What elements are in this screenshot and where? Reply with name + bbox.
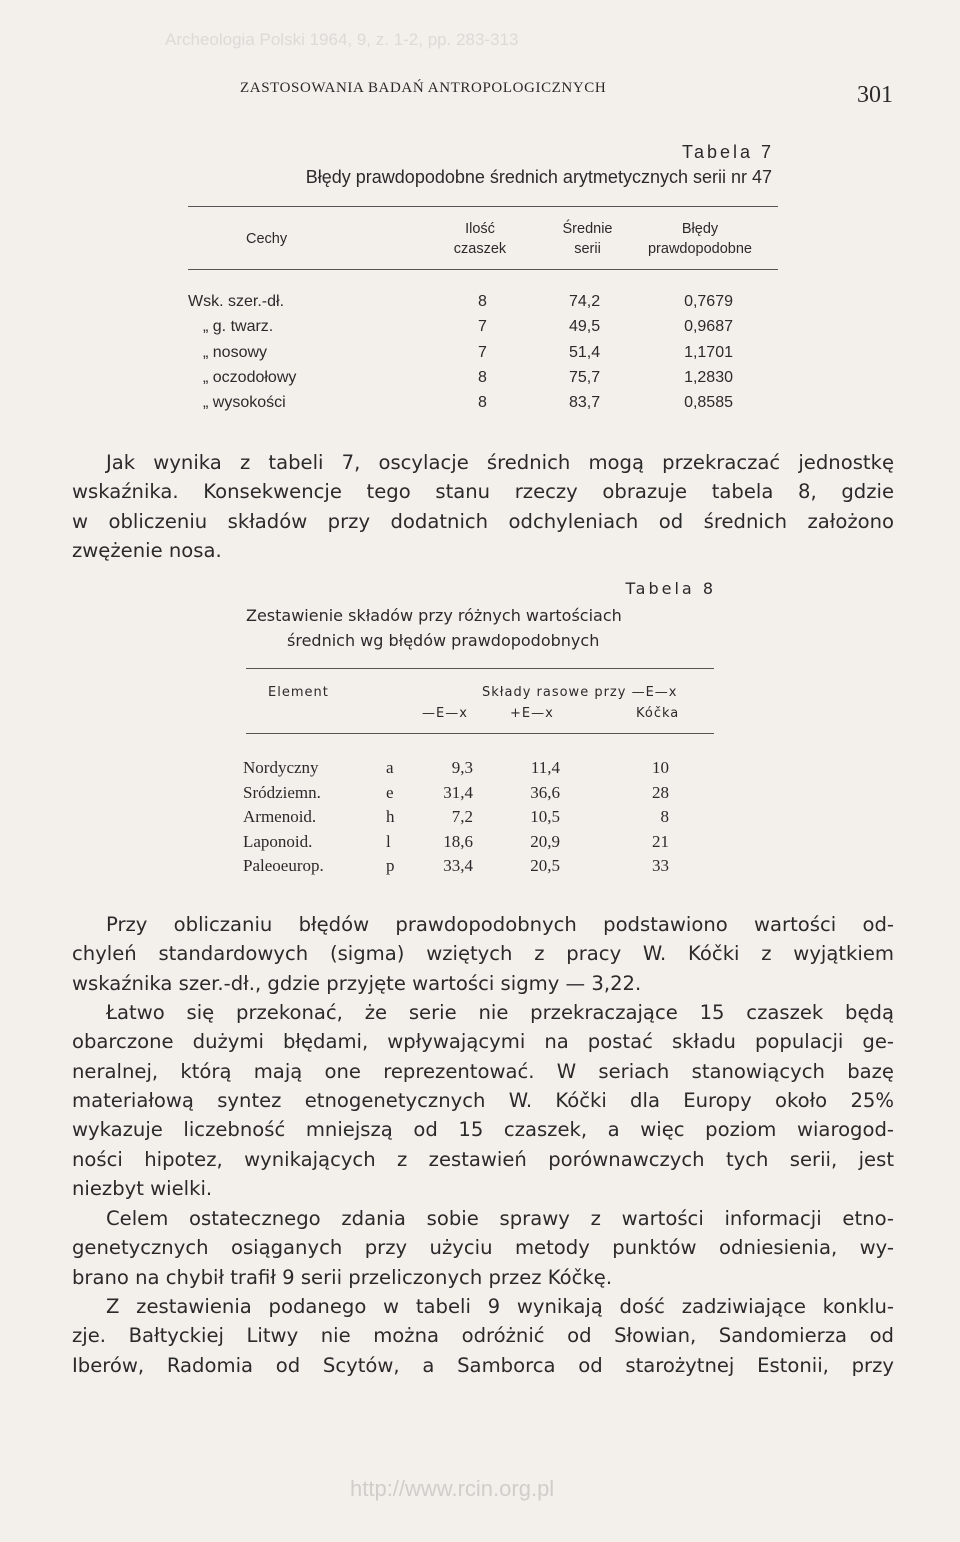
table7-cell-ilosc: 7	[478, 318, 487, 336]
p3-line: obarczone dużymi błędami, wpływającymi na postać składu populacji ge-	[72, 1030, 894, 1054]
table7-cell-cecha: „ wysokości	[203, 394, 286, 412]
table8-cell-minus: 33,4	[443, 856, 473, 875]
table8-cell-plus: 20,5	[530, 856, 560, 875]
table7-cell-blad: 0,7679	[684, 293, 733, 310]
p3-line: wykazuje liczebność mniejszą od 15 czaszek, a więc poziom wiarogod-	[72, 1118, 894, 1142]
p4-line: Celem ostatecznego zdania sobie sprawy z wartości informacji etno-	[106, 1207, 894, 1230]
table8-cell-element: Laponoid.	[243, 831, 313, 851]
table8-cell-plus: 36,6	[530, 782, 560, 802]
p3-line: ności hipotez, wynikających z zestawień porównawczych tych serii, jest	[72, 1147, 894, 1171]
table8-top-rule	[246, 668, 714, 669]
table8-cell-minus: 9,3	[451, 758, 473, 777]
table7-cell-blad: 0,8585	[684, 394, 733, 412]
table7-label: Tabela 7	[681, 142, 774, 162]
table8-subheader-minus: —E—x	[422, 706, 468, 721]
p1-line: Jak wynika z tabeli 7, oscylacje średnich mogą przekraczać jednostkę	[106, 451, 894, 474]
table7-cell-blad: 1,1701	[684, 343, 733, 361]
p2-line: chyleń standardowych (sigma) wziętych z pracy W. Kóčki z wyjątkiem	[72, 942, 894, 966]
table8-title-line-1: Zestawienie składów przy różnych wartościach	[246, 606, 622, 625]
table8-cell-kocka: 8	[660, 807, 669, 826]
p3-line: neralnej, którą mają one reprezentować. W seriach stanowiących bazę	[72, 1059, 894, 1083]
table7-cell-ilosc: 8	[478, 368, 487, 386]
p3-line: Łatwo się przekonać, że serie nie przekraczające 15 czaszek będą	[106, 1001, 894, 1024]
table8-subheader-kocka: Kóčka	[636, 706, 680, 721]
table8-cell-minus: 31,4	[443, 782, 473, 802]
p5-line: zje. Bałtyckiej Litwy nie można odróżnić od Słowian, Sandomierza od	[72, 1324, 894, 1348]
p2-line: wskaźnika szer.-dł., gdzie przyjęte wartości sigmy — 3,22.	[72, 971, 642, 995]
p5-line: Z zestawienia podanego w tabeli 9 wynikają dość zadziwiające konklu-	[106, 1295, 894, 1318]
table7-header-cechy: Cechy	[246, 231, 288, 247]
table8-cell-element: Paleoeurop.	[243, 856, 324, 875]
p5-line: Iberów, Radomia od Scytów, a Samborca od starożytnej Estonii, przy	[72, 1353, 894, 1377]
table8-cell-kocka: 21	[652, 831, 669, 851]
table8-subheader-plus: +E—x	[510, 706, 554, 721]
table7-cell-blad: 0,9687	[684, 318, 733, 336]
table8-header-group	[482, 685, 678, 700]
table8-title-line-2: średnich wg błędów prawdopodobnych	[287, 631, 600, 650]
table8-cell-element: Nordyczny	[243, 758, 319, 777]
table8-cell-plus: 20,9	[530, 831, 560, 851]
table8-label: Tabela 8	[625, 579, 716, 598]
p1-line: w obliczeniu składów przy dodatnich odchyleniach od średnich założono	[72, 509, 894, 533]
table7-header-rule	[188, 269, 778, 270]
watermark-source: Archeologia Polski 1964, 9, z. 1-2, pp. 283-313	[165, 30, 519, 49]
p2-line: Przy obliczaniu błędów prawdopodobnych podstawiono wartości od-	[106, 913, 894, 936]
table8-cell-symbol: p	[386, 856, 395, 875]
p1-line: wskaźnika. Konsekwencje tego stanu rzeczy obrazuje tabela 8, gdzie	[72, 480, 894, 504]
p4-line: brano na chybił trafił 9 serii przeliczonych przez Kóčkę.	[72, 1265, 613, 1289]
table7-cell-srednia: 51,4	[569, 343, 601, 361]
table7-cell-ilosc: 8	[478, 394, 487, 412]
table8-cell-element: Sródziemn.	[243, 782, 321, 802]
table8-cell-kocka: 33	[652, 856, 669, 875]
table7-cell-srednia: 49,5	[569, 318, 601, 336]
table8-cell-symbol: h	[386, 807, 395, 826]
table8-header-group-suffix: —E—x	[631, 685, 678, 700]
p4-line: genetycznych osiąganych przy użyciu metody punktów odniesienia, wy-	[72, 1236, 894, 1260]
table8-cell-symbol: l	[386, 831, 391, 851]
table8-cell-symbol: a	[386, 758, 394, 777]
table7-cell-cecha: „ nosowy	[203, 343, 268, 361]
table7-top-rule	[188, 206, 778, 207]
table8-cell-plus: 10,5	[530, 807, 560, 826]
p3-line: materiałową syntez etnogenetycznych W. Kóčki dla Europy około 25%	[72, 1088, 894, 1112]
table7-header-ilosc: Ilość czaszek	[453, 221, 507, 257]
page-number: 301	[857, 82, 893, 108]
table7-cell-cecha: „ oczodołowy	[203, 368, 297, 386]
table7-cell-ilosc: 7	[478, 343, 487, 361]
table7-header-bledy: Błędy prawdopodobne	[647, 221, 752, 257]
table7-cell-srednia: 75,7	[569, 368, 601, 386]
table7-title: Błędy prawdopodobne średnich arytmetycznych serii nr 47	[305, 167, 772, 187]
table7-header-srednie: Średnie serii	[562, 221, 613, 257]
table8-header-element: Element	[268, 685, 329, 700]
table8-cell-minus: 7,2	[451, 807, 473, 826]
table8-cell-kocka: 28	[652, 782, 669, 802]
running-head: ZASTOSOWANIA BADAŃ ANTROPOLOGICZNYCH	[240, 80, 607, 96]
table8-cell-symbol: e	[386, 782, 394, 802]
table8-cell-minus: 18,6	[443, 831, 473, 851]
table7-cell-srednia: 83,7	[569, 394, 601, 412]
table8-header-rule	[246, 733, 714, 734]
table7-cell-cecha: „ g. twarz.	[203, 318, 274, 336]
table8-cell-plus: 11,4	[530, 758, 560, 777]
table7-cell-blad: 1,2830	[684, 368, 733, 386]
table7-cell-cecha: Wsk. szer.-dł.	[188, 293, 285, 310]
table8-header-group-text: Składy rasowe przy	[482, 685, 627, 700]
p1-line: zwężenie nosa.	[72, 538, 222, 562]
watermark-url: http://www.rcin.org.pl	[350, 1476, 555, 1501]
table8-cell-kocka: 10	[652, 758, 669, 777]
table7-cell-ilosc: 8	[478, 293, 487, 310]
table7-cell-srednia: 74,2	[569, 293, 601, 310]
p3-line: niezbyt wielki.	[72, 1176, 213, 1200]
table8-cell-element: Armenoid.	[243, 807, 317, 826]
